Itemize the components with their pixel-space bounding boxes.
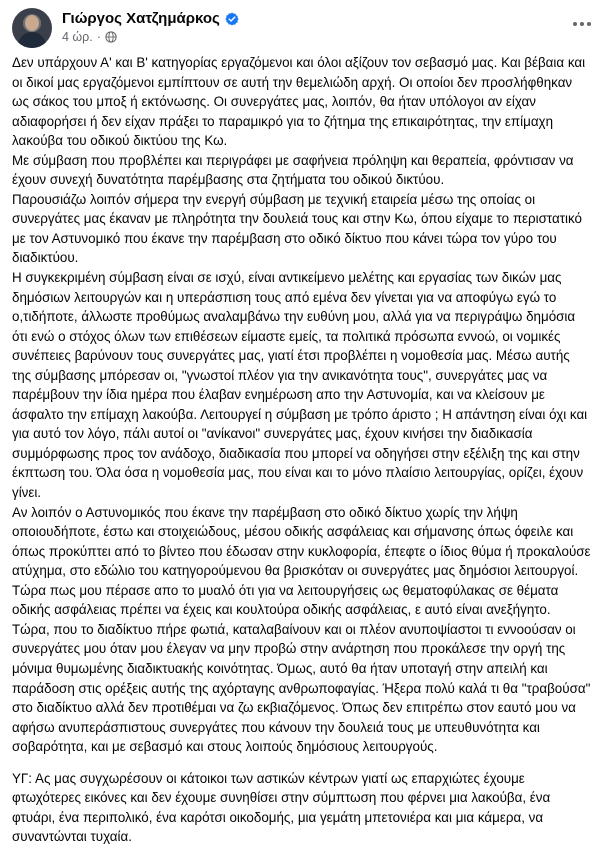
post-paragraph-7: Τώρα, που το διαδίκτυο πήρε φωτιά, καταλαβαίνουν και οι πλέον ανυποψίαστοι τι εννοούσαν οι συνεργάτες μου όταν μου έλεγαν να μην προβώ στην ανάρτηση που προκάλεσε την οργή της μόνιμα θυμωμένης διαδικτυακής κοινότητας. Όμως, αυτό θα ήταν υποταγή στην απειλή και παράδοση στις ορέξεις αυτής της αχόρταγης ανθρωποφαγίας. Ήξερα πολύ καλά τι θα "τραβούσα" στο διαδίκτυο αλλά δεν προτιθέμαι να ζω εκβιαζόμενος. Όπως δεν επιτρέπω στον εαυτό μου να αφήσω ανυπεράσπιστους συνεργάτες που κάνουν την δουλειά τους με υπευθυνότητα και σοβαρότητα, και με σεβασμό και στους λοιπούς δημόσιους λειτουργούς. xyxy=(12,621,591,755)
avatar-head xyxy=(25,15,39,31)
post-postscript: ΥΓ: Ας μας συγχωρέσουν οι κάτοικοι των αστικών κέντρων γιατί ως επαρχιώτες έχουμε φτωχότερες εικόνες και δεν έχουμε συνηθίσει στην σύμπτωση που φέρνει μια λακούβα, ένα φτυάρι, ένα περιπολικό, ένα καρότσι οικοδομής, μια γεμάτη μπετονιέρα και μια κάμερα, να συναντώνται τυχαία. xyxy=(12,770,551,845)
more-options-icon-dot xyxy=(580,22,584,26)
more-options-button[interactable] xyxy=(566,10,598,38)
post-meta xyxy=(62,30,117,44)
avatar[interactable] xyxy=(12,8,52,48)
author-row xyxy=(62,10,239,27)
post-body xyxy=(12,53,592,847)
post-paragraph-1: Δεν υπάρχουν Α' και Β' κατηγορίας εργαζόμενοι και όλοι αξίζουν τον σεβασμό μας. Και βέβαια και οι δικοί μας εργαζόμενοι εμπίπτουν σε αυτή την θεμελιώδη αρχή. Οι οποίοι δεν προσλήφθηκαν ως σάκος του μποξ ή εκτόνωσης. Οι συνεργάτες μας, λοιπόν, θα ήταν υπόλογοι αν είχαν αδιαφορήσει ή δεν είχαν πράξει το παραμικρό για το ζήτημα της επικαιρότητας, την επίμαχη λακούβα του οδικού δικτύου της Κω. xyxy=(12,55,586,149)
meta-separator: · xyxy=(96,30,101,44)
more-options-icon-dot xyxy=(587,22,591,26)
post-paragraph-5: Αν λοιπόν ο Αστυνομικός που έκανε την παρέμβαση στο οδικό δίκτυο χωρίς την λήψη οποιουδήποτε, έστω και στοιχειώδους, μέσου οδικής ασφάλειας και σήμανσης όπως όφειλε και όπως προκύπτει από το βίντεο που έδωσαν στην κυκλοφορία, έπεφτε ο ίδιος θύμα ή προκαλούσε ατύχημα, στο εδώλιο του κατηγορούμενου θα βρισκόταν οι συνεργάτες μας δημόσιοι λειτουργοί. xyxy=(12,504,591,579)
more-options-icon-dot xyxy=(573,22,577,26)
globe-icon[interactable] xyxy=(105,31,117,43)
author-name[interactable]: Γιώργος Χατζημάρκος xyxy=(62,10,220,27)
post-paragraph-2: Με σύμβαση που προβλέπει και περιγράφει με σαφήνεια πρόληψη και θεραπεία, φρόντισαν να έχουν συνεχή δυνατότητα παρέμβασης στα ζητήματα του οδικού δικτύου. xyxy=(12,152,574,188)
post-paragraph-3: Παρουσιάζω λοιπόν σήμερα την ενεργή σύμβαση με τεχνική εταιρεία μέσω της οποίας οι συνεργάτες μας έκαναν με πληρότητα την δουλειά τους και στην Κω, όπου είχαμε το περιστατικό με τον Αστυνομικό που έκανε την παρέμβαση στο οδικό δίκτυο που κάνει τώρα τον γύρο του διαδικτύου. xyxy=(12,191,582,266)
post-timestamp[interactable]: 4 ώρ. xyxy=(62,30,93,44)
avatar-shoulders xyxy=(18,32,46,48)
post-paragraph-6: Τώρα πως μου πέρασε απο το μυαλό ότι για να λειτουργήσεις ως θεματοφύλακας σε θέματα οδικής ασφάλειας πρέπει να έχεις και κουλτούρα οδικής ασφάλειας, ε αυτό είναι ανεξήγητο. xyxy=(12,582,559,618)
post-header xyxy=(12,8,598,48)
verified-badge-icon xyxy=(225,12,239,26)
post-paragraph-4: Η συγκεκριμένη σύμβαση είναι σε ισχύ, είναι αντικείμενο μελέτης και εργασίας των δικών μας δημόσιων λειτουργών και η υπεράσπιση τους από εμένα δεν γίνεται για να αποφύγω εγώ το ο,τιδήποτε, άλλωστε προθύμως αναλαμβάνω την ευθύνη μου, αλλά για να περιγράψω δημόσια ότι ενώ ο στόχος όλων των επιθέσεων είμαστε εμείς, τα πολιτικά πρόσωπα εννοώ, οι νομικές συνέπειες βαρύνουν τους συνεργάτες μας, γιατί έτσι προβλέπει η νομοθεσία μας. Μέσω αυτής της σύμβασης μπόρεσαν οι, "γνωστοί πλέον για την ανικανότητα τους", συνεργάτες μας να παρέμβουν την ίδια ημέρα που έλαβαν ενημέρωση απο την Αστυνομία, και να κλείσουν με άσφαλτο την επίμαχη λακούβα. Λειτουργεί η σύμβαση με τρόπο άριστο ; Η απάντηση είναι όχι και για αυτό τον λόγο, πάλι αυτοί οι "ανίκανοι" συνεργάτες μας, έχουν κινήσει την διαδικασία συμμόρφωσης προς τον ανάδοχο, διαδικασία που μπορεί να οδηγήσει στην εξέλιξη της και στην έκπτωση του. Όλα όσα η νομοθεσία μας, που είναι και το μόνο πλαίσιο λειτουργίας, ορίζει, έχουν γίνει. xyxy=(12,270,588,501)
